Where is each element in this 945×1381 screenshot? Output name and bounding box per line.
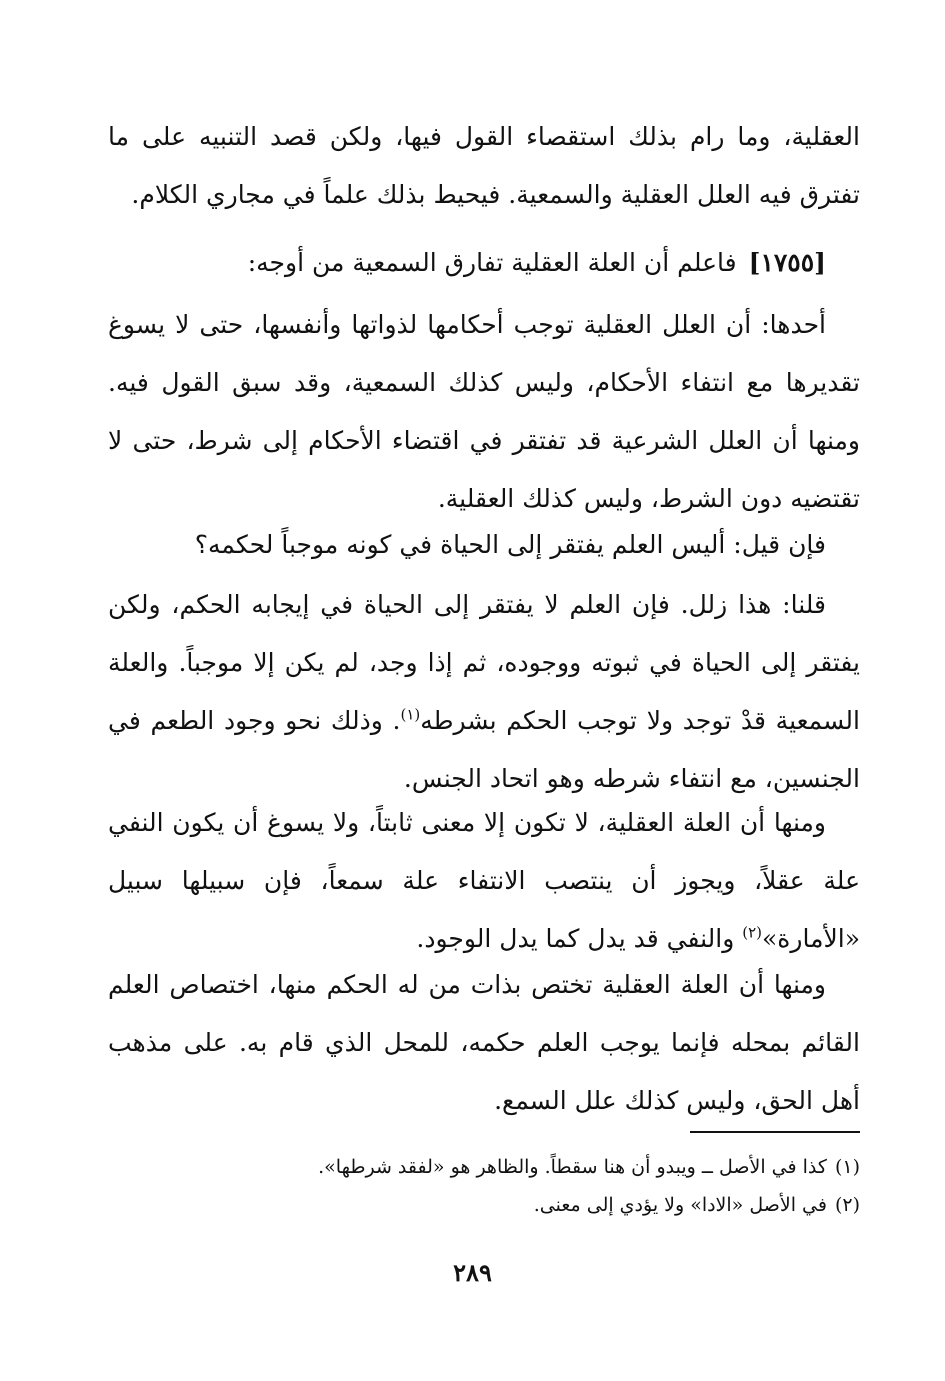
paragraph-answer-text-before: قلنا: هذا زلل. فإن العلم لا يفتقر إلى الحياة في إيجابه الحكم، ولكن يفتقر إلى الحياة في ثبوته ووجوده، ثم إذا وجد، لم يكن إلا موجباً. والعلة السمعية قدْ توجد ولا توجب الحكم بشرطه — [108, 590, 860, 735]
footnote-2 — [108, 1186, 860, 1224]
paragraph-answer — [108, 576, 860, 808]
paragraph-second-difference-before: ومنها أن العلة العقلية، لا تكون إلا معنى ثابتاً، ولا يسوغ أن يكون النفي علة عقلاً، ويجوز أن ينتصب الانتفاء علة سمعاً، فإن سبيلها سبيل «الأمارة» — [108, 808, 860, 953]
section-heading-text: فاعلم أن العلة العقلية تفارق السمعية من أوجه: — [247, 248, 737, 277]
footnote-reference-2[interactable]: (٢) — [742, 923, 763, 942]
paragraph-intro: العقلية، وما رام بذلك استقصاء القول فيها، ولكن قصد التنبيه على ما تفترق فيه العلل العقلية والسمعية. فيحيط بذلك علماً في مجاري الكلام. — [108, 122, 860, 209]
footnotes — [108, 1148, 860, 1224]
paragraph-first-difference: أحدها: أن العلل العقلية توجب أحكامها لذواتها وأنفسها، حتى لا يسوغ تقديرها مع انتفاء الأحكام، وليس كذلك السمعية، وقد سبق القول فيه. ومنها أن العلل الشرعية قد تفتقر في اقتضاء الأحكام إلى شرط، حتى لا تقتضيه دون الشرط، وليس كذلك العقلية. — [108, 310, 860, 513]
paragraph-third-difference: ومنها أن العلة العقلية تختص بذات من له الحكم منها، اختصاص العلم القائم بمحله فإنما يوجب العلم حكمه، للمحل الذي قام به. على مذهب أهل الحق، وليس كذلك علل السمع. — [108, 970, 860, 1115]
paragraph-second-difference — [108, 794, 860, 968]
footnote-reference-1[interactable]: (١) — [400, 705, 421, 724]
paragraph-second-difference-after: والنفي قد يدل كما يدل الوجود. — [416, 924, 743, 953]
section-heading — [108, 234, 860, 292]
footnote-text: كذا في الأصل ــ ويبدو أن هنا سقطاً. والظاهر هو «لفقد شرطها». — [318, 1156, 827, 1178]
footnote-separator — [690, 1131, 860, 1133]
footnote-number: (١) — [834, 1156, 860, 1178]
paragraph-question: فإن قيل: أليس العلم يفتقر إلى الحياة في كونه موجباً لحكمه؟ — [194, 530, 826, 559]
footnote-text: في الأصل «الادا» ولا يؤدي إلى معنى. — [533, 1194, 827, 1216]
section-number-marker: [١٧٥٥] — [748, 248, 826, 277]
paragraph-answer-text-after: . وذلك نحو وجود الطعم في الجنسين، مع انتفاء شرطه وهو اتحاد الجنس. — [108, 706, 860, 793]
footnote-number: (٢) — [834, 1194, 860, 1216]
footnote-1 — [108, 1148, 860, 1186]
page-number: ٢٨٩ — [453, 1258, 492, 1287]
